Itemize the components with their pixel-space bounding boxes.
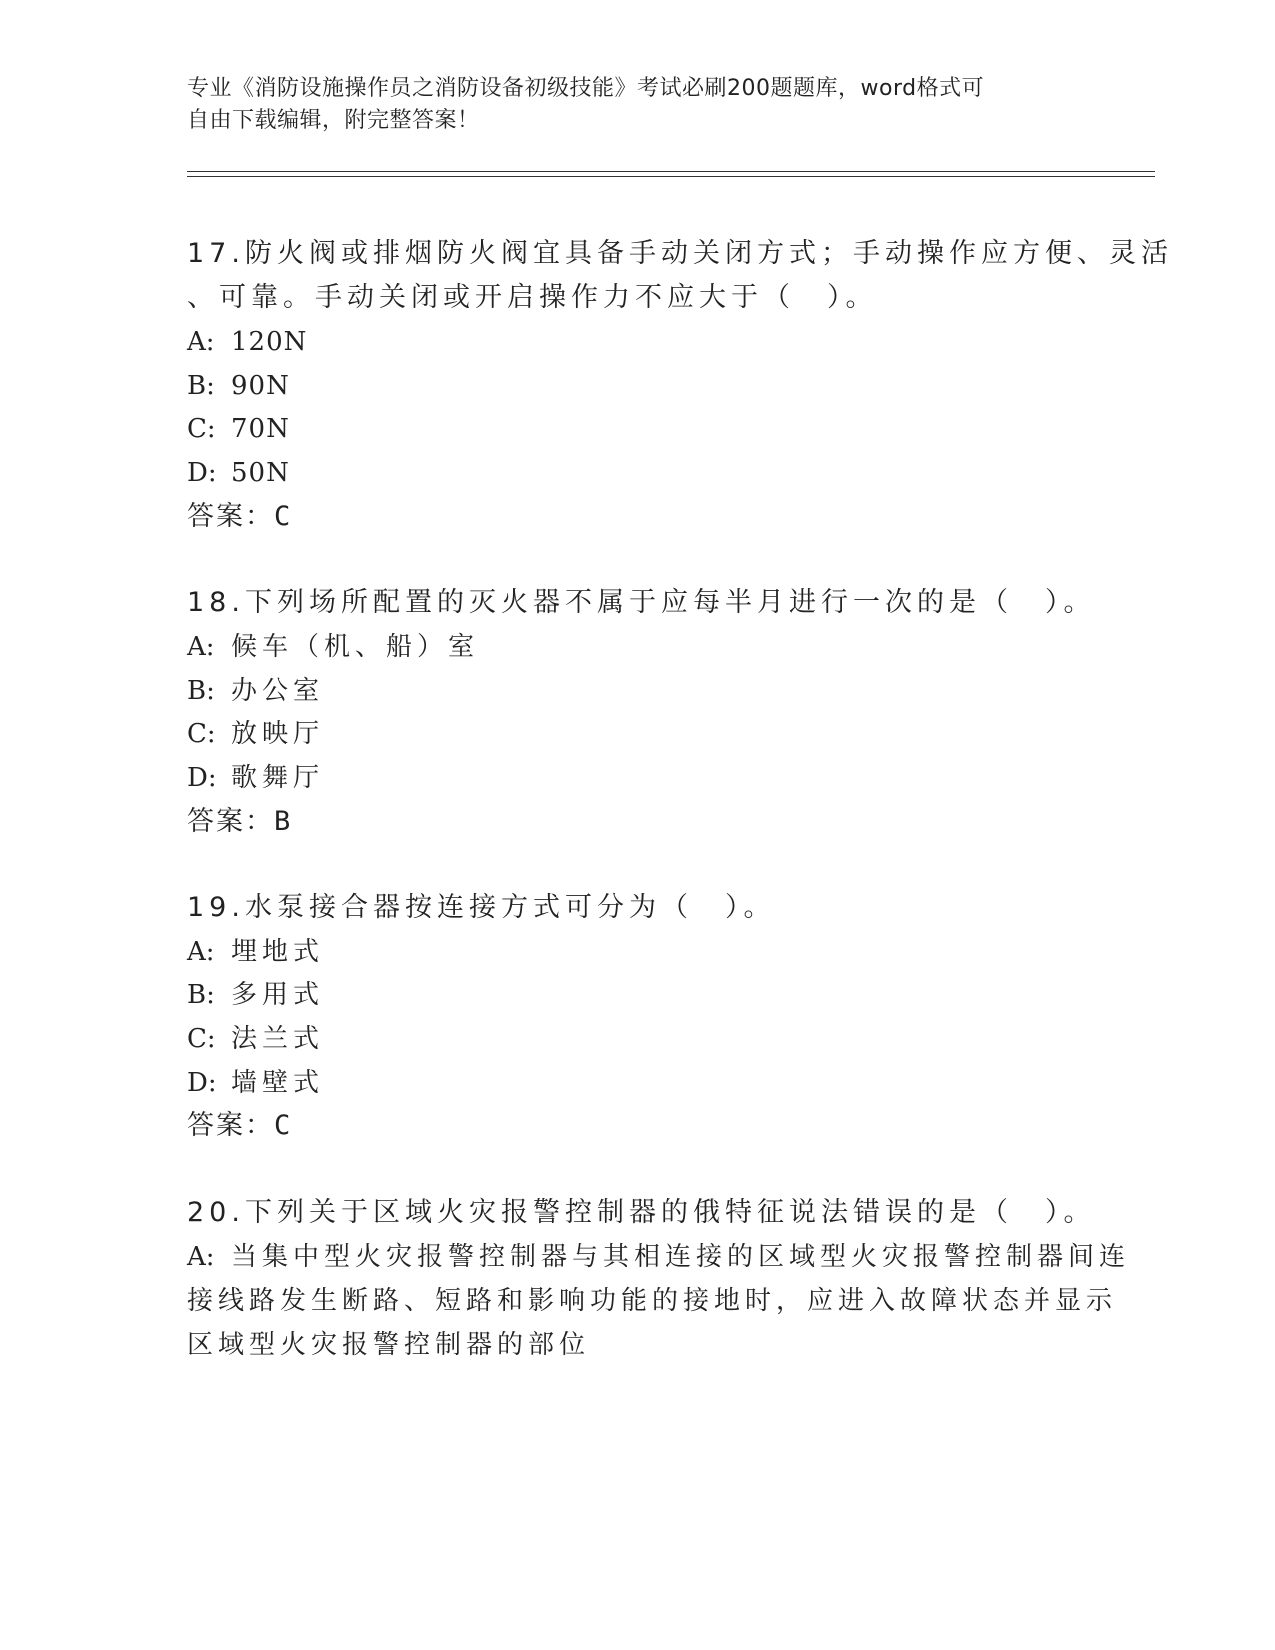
option-letter: B: <box>187 371 215 401</box>
option-text: 法兰式 <box>231 1024 325 1054</box>
question-18-option-a <box>187 624 479 670</box>
option-text: 歌舞厅 <box>231 763 325 793</box>
option-letter: A: <box>187 632 215 662</box>
answer-prefix: 答案： <box>187 806 274 837</box>
answer-prefix: 答案： <box>187 1110 274 1141</box>
header-divider-top <box>187 171 1155 172</box>
document-header <box>187 73 1087 137</box>
option-text: 埋地式 <box>231 937 325 967</box>
question-17-option-a <box>187 319 307 365</box>
option-text: 120N <box>231 327 308 357</box>
option-letter: C: <box>187 719 216 749</box>
header-divider-bottom <box>187 176 1155 177</box>
question-17-option-c <box>187 406 290 452</box>
question-19-option-d <box>187 1060 324 1106</box>
question-18-option-d <box>187 755 324 801</box>
option-text: 当集中型火灾报警控制器与其相连接的区域型火灾报警控制器间连 <box>231 1242 1131 1272</box>
option-letter: C: <box>187 414 216 444</box>
header-line-2: 自由下载编辑，附完整答案！ <box>187 108 480 133</box>
question-18-option-b <box>187 668 324 714</box>
question-20-option-a-continuation-2: 区域型火灾报警控制器的部位 <box>187 1330 591 1360</box>
question-20-option-a-continuation-1: 接线路发生断路、短路和影响功能的接地时，应进入故障状态并显示 <box>187 1286 1118 1316</box>
option-letter: A: <box>187 937 215 967</box>
option-text: 办公室 <box>231 676 325 706</box>
option-text: 候车（机、船）室 <box>231 632 480 662</box>
question-19-stem-line-1: 19.水泵接合器按连接方式可分为（ ）。 <box>187 892 776 923</box>
answer-value: B <box>274 806 293 837</box>
question-17-stem-line-1: 17.防火阀或排烟防火阀宜具备手动关闭方式；手动操作应方便、灵活 <box>187 238 1173 269</box>
question-18-stem-line-1: 18.下列场所配置的灭火器不属于应每半月进行一次的是（ ）。 <box>187 587 1096 618</box>
question-17-option-b <box>187 363 290 409</box>
question-20-stem-line-1: 20.下列关于区域火灾报警控制器的俄特征说法错误的是（ ）。 <box>187 1197 1096 1228</box>
option-letter: C: <box>187 1024 216 1054</box>
answer-prefix: 答案： <box>187 501 274 532</box>
option-letter: A: <box>187 1242 215 1272</box>
option-text: 50N <box>231 458 290 488</box>
option-letter: B: <box>187 676 215 706</box>
question-17-option-d <box>187 450 290 496</box>
question-17-answer <box>187 494 292 540</box>
question-17-stem-line-2: 、可靠。手动关闭或开启操作力不应大于（ ）。 <box>187 282 878 313</box>
answer-value: C <box>274 501 293 532</box>
question-19-option-a <box>187 929 324 975</box>
option-text: 70N <box>231 414 290 444</box>
option-letter: D: <box>187 1068 217 1098</box>
question-19-option-b <box>187 972 324 1018</box>
answer-value: C <box>274 1110 293 1141</box>
option-letter: A: <box>187 327 215 357</box>
question-19-option-c <box>187 1016 324 1062</box>
option-text: 放映厅 <box>231 719 325 749</box>
question-19-answer <box>187 1103 292 1149</box>
question-20-option-a <box>187 1234 1130 1280</box>
option-text: 多用式 <box>231 980 325 1010</box>
header-line-1: 专业《消防设施操作员之消防设备初级技能》考试必刷200题题库，word格式可 <box>187 76 985 101</box>
option-text: 90N <box>231 371 290 401</box>
question-18-answer <box>187 799 292 845</box>
option-text: 墙壁式 <box>231 1068 325 1098</box>
option-letter: D: <box>187 458 217 488</box>
option-letter: D: <box>187 763 217 793</box>
option-letter: B: <box>187 980 215 1010</box>
question-18-option-c <box>187 711 324 757</box>
